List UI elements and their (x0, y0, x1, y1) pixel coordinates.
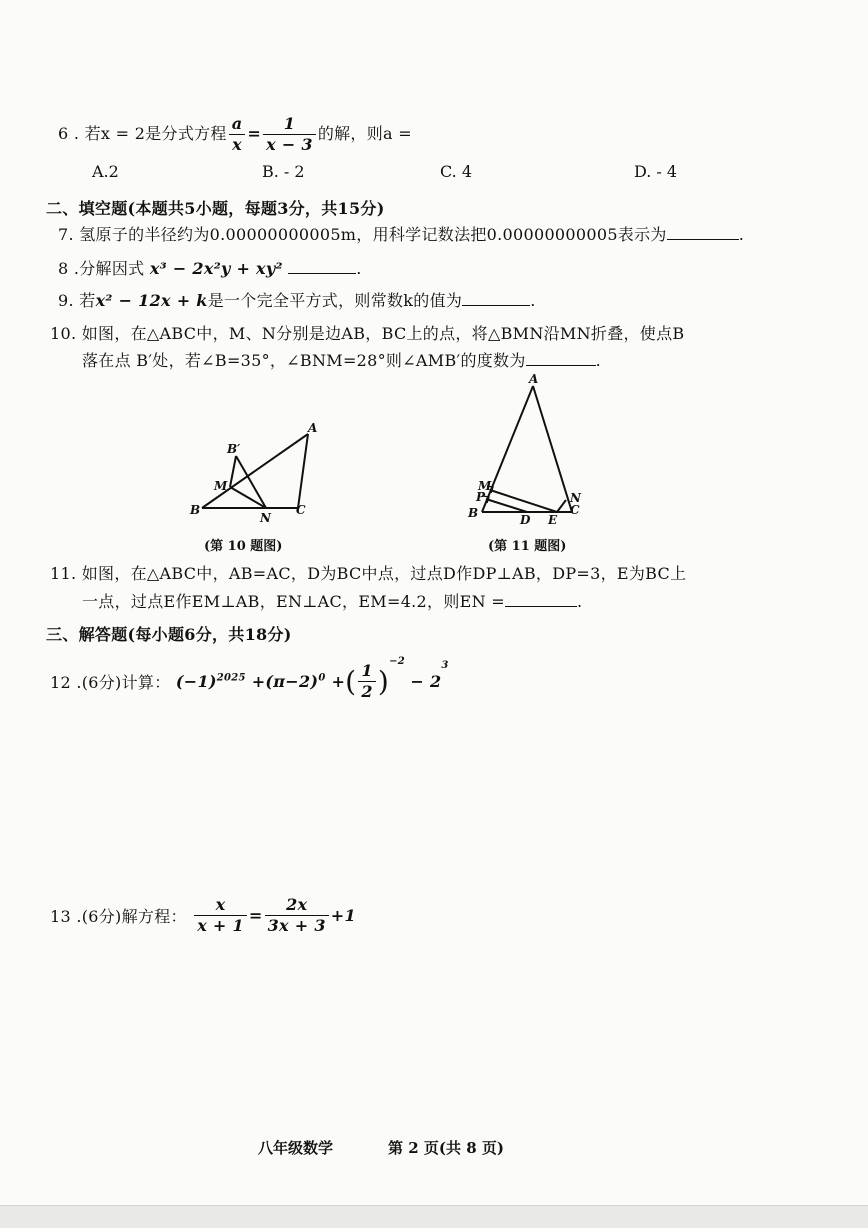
fig10-label-n: N (260, 511, 271, 525)
q8-text: 8 .分解因式 (58, 259, 145, 278)
fig10-label-a: A (308, 421, 318, 435)
q12-text: 12 .(6分)计算： (50, 673, 171, 692)
q6-option-a: A.2 (92, 162, 119, 181)
section-2-heading: 二、填空题(本题共5小题，每题3分，共15分) (46, 199, 385, 218)
fig10-label-m: M (214, 479, 228, 493)
fig11-label-p: P (476, 490, 486, 504)
fig11-em (490, 490, 557, 512)
q6-suffix: 的解，则a = (317, 124, 412, 143)
question-11-line-1: 11. 如图，在△ABC中，AB=AC，D为BC中点，过点D作DP⊥AB，DP=3，E为BC上 (50, 564, 687, 583)
q6-option-b: B. - 2 (262, 162, 305, 181)
q6-option-d: D. - 4 (634, 162, 678, 181)
question-11-line-2: 一点，过点E作EM⊥AB，EN⊥AC，EM=4.2，则EN = . (82, 592, 583, 611)
q13-lhs-fraction: $\frac{x}{x + 1}$ (194, 895, 247, 936)
fig11-side-ac (533, 386, 572, 512)
section-3-heading: 三、解答题(每小题6分，共18分) (46, 625, 292, 644)
fig10-label-b: B (190, 503, 201, 517)
footer-page-number: 第 2 页(共 8 页) (388, 1139, 504, 1157)
q11-answer-blank[interactable] (505, 592, 577, 607)
fig10-mbprime (230, 456, 236, 487)
q8-expression: x³ − 2x²y + xy² (149, 259, 283, 278)
fig10-side-ab (202, 434, 308, 508)
question-7: 7. 氢原子的半径约为0.00000000005m，用科学记数法把0.00000000005表示为 . (58, 225, 745, 244)
footer-subject: 八年级数学 (258, 1139, 334, 1157)
fig11-label-n: N (570, 491, 581, 505)
question-10-line-2: 落在点 B′处，若∠B=35°，∠BNM=28°则∠AMB′的度数为 . (82, 351, 602, 370)
q12-fraction: $\frac{1}{2}$ (358, 661, 375, 702)
fig10-label-bprime: B′ (227, 442, 241, 456)
question-13: 13 .(6分)解方程： $\frac{x}{x + 1}$ = $\frac{2x}{3x + 3}$ +1 (50, 895, 356, 935)
fig11-label-m: M (478, 479, 492, 493)
bottom-edge (0, 1205, 868, 1228)
q7-text: 7. 氢原子的半径约为0.00000000005m，用科学记数法把0.00000000005表示为 (58, 225, 667, 244)
question-8: 8 .分解因式 x³ − 2x²y + xy² . (58, 259, 362, 278)
figure-11 (462, 372, 592, 527)
q8-answer-blank[interactable] (288, 259, 356, 274)
q6-rhs-fraction: $\frac{1}{x - 3}$ (263, 114, 316, 155)
q9-text: 9. 若 (58, 291, 96, 310)
fig11-label-c: C (570, 503, 580, 517)
q6-text: 6 . 若x = 2是分式方程 (58, 124, 227, 143)
question-9: 9. 若x² − 12x + k是一个完全平方式，则常数k的值为 . (58, 291, 536, 310)
fig11-caption: (第 11 题图) (488, 539, 567, 554)
q6-option-c: C. 4 (440, 162, 473, 181)
fig11-label-a: A (529, 372, 539, 386)
question-10-line-1: 10. 如图，在△ABC中，M、N分别是边AB，BC上的点，将△BMN沿MN折叠，使点B (50, 324, 685, 343)
figure-10 (180, 410, 330, 525)
fig11-label-b: B (468, 506, 479, 520)
q6-lhs-fraction: $\frac{a}{x}$ (229, 114, 246, 155)
fig10-caption: (第 10 题图) (204, 539, 283, 554)
question-12: 12 .(6分)计算： $(-1)^{2025} +(\pi-2)^0$ +( $\frac{1}{2}$ )$^{-2} - 2^3$ (50, 656, 449, 701)
q13-rhs-fraction: $\frac{2x}{3x + 3}$ (265, 895, 329, 936)
q13-text: 13 .(6分)解方程： (50, 907, 187, 926)
fig10-side-ca (298, 434, 308, 508)
q9-expression: x² − 12x + k (95, 291, 208, 310)
question-6: 6 . 若x = 2是分式方程 $\frac{a}{x}$ = $\frac{1}{x - 3}$ 的解，则a = (58, 114, 412, 154)
fig11-label-d: D (520, 513, 531, 527)
q10-answer-blank[interactable] (526, 351, 596, 366)
fig11-side-ab (482, 386, 533, 512)
fig11-label-e: E (548, 513, 558, 527)
fig11-en (557, 500, 566, 512)
q9-answer-blank[interactable] (462, 291, 530, 306)
q12-expression: $(-1)^{2025} +(\pi-2)^0$ + (175, 672, 346, 691)
q7-answer-blank[interactable] (667, 225, 739, 240)
fig10-label-c: C (296, 503, 306, 517)
